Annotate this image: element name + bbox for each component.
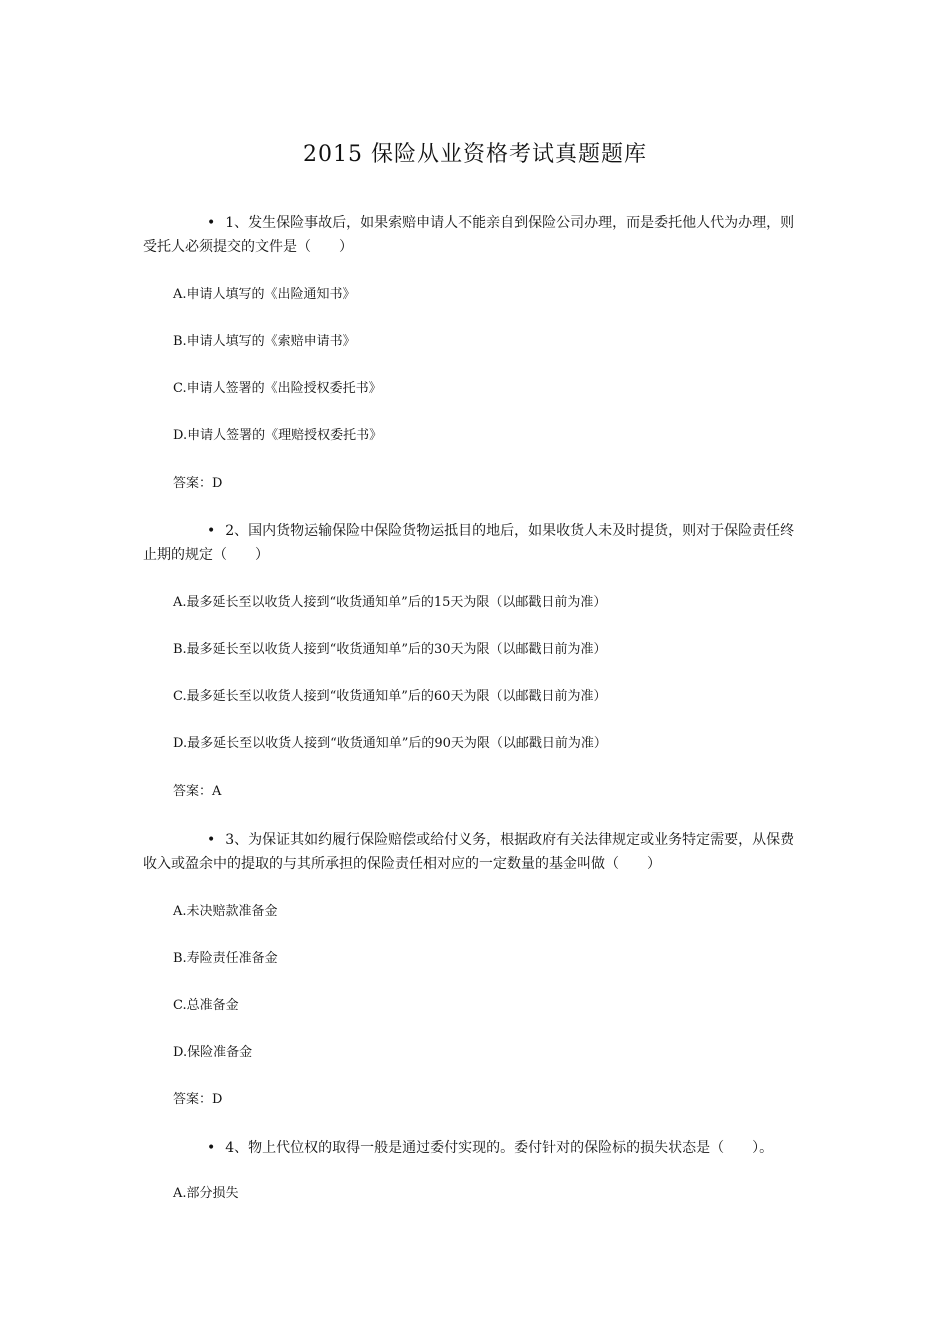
bullet-icon: • [207, 523, 216, 539]
answer: 答案：D [173, 476, 223, 491]
question-text: 1、发生保险事故后，如果索赔申请人不能亲自到保险公司办理，而是委托他人代为办理，则受托人必须提交的文件是（ ） [143, 215, 795, 255]
question-2 [143, 519, 808, 567]
question-3 [143, 828, 808, 876]
option-d: D.保险准备金 [173, 1045, 253, 1060]
option-d: D.申请人签署的《理赔授权委托书》 [173, 428, 383, 443]
option-b: B.寿险责任准备金 [173, 951, 278, 966]
option-b: B.最多延长至以收货人接到“收货通知单”后的30天为限（以邮戳日前为准） [173, 642, 607, 657]
question-text: 2、国内货物运输保险中保险货物运抵目的地后，如果收货人未及时提货，则对于保险责任终止期的规定（ ） [143, 523, 795, 563]
question-4 [143, 1136, 808, 1160]
bullet-icon: • [207, 215, 216, 231]
question-1 [143, 211, 808, 259]
answer: 答案：A [173, 784, 222, 799]
option-a: A.部分损失 [173, 1186, 239, 1201]
page-title: 2015 保险从业资格考试真题题库 [303, 142, 647, 167]
answer: 答案：D [173, 1092, 223, 1107]
question-text: 3、为保证其如约履行保险赔偿或给付义务，根据政府有关法律规定或业务特定需要，从保费收入或盈余中的提取的与其所承担的保险责任相对应的一定数量的基金叫做（ ） [143, 832, 795, 872]
option-c: C.申请人签署的《出险授权委托书》 [173, 381, 382, 396]
option-a: A.最多延长至以收货人接到“收货通知单”后的15天为限（以邮戳日前为准） [173, 595, 607, 610]
option-d: D.最多延长至以收货人接到“收货通知单”后的90天为限（以邮戳日前为准） [173, 736, 607, 751]
option-a: A.申请人填写的《出险通知书》 [173, 287, 356, 302]
bullet-icon: • [207, 832, 216, 848]
question-text: 4、物上代位权的取得一般是通过委付实现的。委付针对的保险标的损失状态是（ ）。 [225, 1140, 774, 1156]
bullet-icon: • [207, 1140, 216, 1156]
option-b: B.申请人填写的《索赔申请书》 [173, 334, 356, 349]
option-a: A.未决赔款准备金 [173, 904, 278, 919]
option-c: C.最多延长至以收货人接到“收货通知单”后的60天为限（以邮戳日前为准） [173, 689, 607, 704]
option-c: C.总准备金 [173, 998, 239, 1013]
